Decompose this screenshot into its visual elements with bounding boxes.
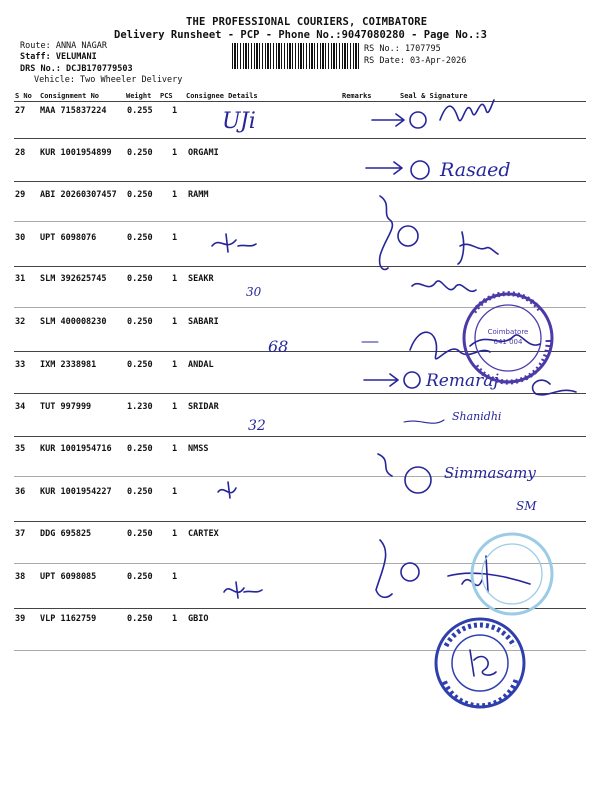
- col-consignment: Consignment No: [40, 92, 100, 100]
- row-consignment: UPT 6098076: [40, 233, 97, 243]
- row-consignment: UPT 6098085: [40, 572, 97, 582]
- row-pcs: 1: [172, 360, 178, 370]
- row-consignment: KUR 1001954899: [40, 148, 112, 158]
- row-pcs: 1: [172, 274, 178, 284]
- row-weight: 0.250: [127, 487, 153, 497]
- row-weight: 0.250: [127, 190, 153, 200]
- handwriting-row27: [222, 100, 494, 134]
- row-sno: 30: [15, 233, 26, 243]
- row-weight: 0.250: [127, 360, 153, 370]
- row-weight: 0.250: [127, 274, 153, 284]
- row-consignee: GBIO: [188, 614, 209, 624]
- row-sno: 29: [15, 190, 26, 200]
- row-weight: 0.250: [127, 529, 153, 539]
- row-sno: 27: [15, 106, 26, 116]
- row-consignee: SEAKR: [188, 274, 214, 284]
- row-sno: 33: [15, 360, 26, 370]
- handwritten-note: 30: [246, 285, 262, 299]
- row-weight: 0.250: [127, 148, 153, 158]
- handwriting-row31: [246, 281, 476, 299]
- row-weight: 1.230: [127, 402, 153, 412]
- row-pcs: 1: [172, 487, 178, 497]
- row-weight: 0.250: [127, 317, 153, 327]
- col-seal: Seal & Signature: [400, 92, 468, 100]
- company-seal-stamp: [464, 294, 552, 382]
- row-consignment: KUR 1001954227: [40, 487, 112, 497]
- handwritten-note: 32: [248, 418, 266, 434]
- row-sno: 31: [15, 274, 26, 284]
- row-consignment: VLP 1162759: [40, 614, 97, 624]
- row-consignee: SABARI: [188, 317, 219, 327]
- rs-date: RS Date: 03-Apr-2026: [364, 56, 467, 66]
- row-sno: 35: [15, 444, 26, 454]
- row-pcs: 1: [172, 402, 178, 412]
- row-weight: 0.250: [127, 233, 153, 243]
- row-consignee: ORGAMI: [188, 148, 219, 158]
- col-consignee: Consignee Details: [186, 92, 258, 100]
- row-pcs: 1: [172, 148, 178, 158]
- row-consignment: ABI 20260307457: [40, 190, 117, 200]
- row-sno: 28: [15, 148, 26, 158]
- svg-text:Coimbatore: Coimbatore: [487, 328, 529, 336]
- row-consignment: SLM 392625745: [40, 274, 107, 284]
- col-remarks: Remarks: [342, 92, 372, 100]
- handwritten-note: Shanidhi: [452, 410, 502, 423]
- handwriting-row34: [248, 410, 501, 434]
- row-consignment: IXM 2338981: [40, 360, 97, 370]
- svg-text:641 004: 641 004: [493, 338, 523, 346]
- handwriting-row37-38: [224, 540, 530, 598]
- handwritten-note: Remaraj: [426, 371, 499, 391]
- col-sno: S No: [15, 92, 32, 100]
- row-consignee: SRIDAR: [188, 402, 219, 412]
- rs-number: RS No.: 1707795: [364, 44, 441, 54]
- handwriting-row33: [364, 371, 576, 395]
- staff-label: Staff: VELUMANI: [20, 52, 97, 62]
- company-title: THE PROFESSIONAL COURIERS, COIMBATORE: [186, 16, 428, 28]
- runsheet-title: Delivery Runsheet - PCP - Phone No.:9047080280 - Page No.:3: [114, 29, 487, 41]
- row-sno: 38: [15, 572, 26, 582]
- handwritten-note: UJi: [222, 109, 256, 134]
- handwriting-row28: [366, 159, 511, 181]
- handwriting-row35-36: [218, 454, 537, 513]
- row-consignment: MAA 715837224: [40, 106, 107, 116]
- handwritten-note: SM: [516, 499, 537, 513]
- col-pcs: PCS: [160, 92, 173, 100]
- route-label: Route: ANNA NAGAR: [20, 41, 107, 51]
- row-pcs: 1: [172, 444, 178, 454]
- handwriting-row29-30: [212, 196, 498, 270]
- row-consignment: DDG 695825: [40, 529, 92, 539]
- row-pcs: 1: [172, 614, 178, 624]
- row-weight: 0.255: [127, 106, 153, 116]
- row-consignee: NMSS: [188, 444, 209, 454]
- handwriting-row32: [268, 332, 490, 359]
- row-weight: 0.250: [127, 444, 153, 454]
- row-consignment: SLM 400008230: [40, 317, 107, 327]
- row-sno: 36: [15, 487, 26, 497]
- drs-label: DRS No.: DCJB170779503: [20, 64, 133, 74]
- gbio-lab-stamp: [436, 619, 524, 707]
- row-consignee: ANDAL: [188, 360, 214, 370]
- vehicle-label: Vehicle: Two Wheeler Delivery: [34, 75, 183, 85]
- row-sno: 39: [15, 614, 26, 624]
- row-sno: 37: [15, 529, 26, 539]
- row-pcs: 1: [172, 317, 178, 327]
- row-pcs: 1: [172, 106, 178, 116]
- row-pcs: 1: [172, 572, 178, 582]
- row-pcs: 1: [172, 529, 178, 539]
- handwritten-note: Simmasamy: [444, 464, 536, 482]
- row-pcs: 1: [172, 233, 178, 243]
- row-weight: 0.250: [127, 572, 153, 582]
- row-sno: 32: [15, 317, 26, 327]
- row-pcs: 1: [172, 190, 178, 200]
- row-consignee: RAMM: [188, 190, 209, 200]
- row-consignment: TUT 997999: [40, 402, 92, 412]
- handwritten-note: 68: [268, 337, 289, 356]
- handwritten-note: Rasaed: [440, 159, 511, 181]
- row-consignee: CARTEX: [188, 529, 219, 539]
- row-weight: 0.250: [127, 614, 153, 624]
- row-consignment: KUR 1001954716: [40, 444, 112, 454]
- col-weight: Weight: [126, 92, 152, 100]
- row-sno: 34: [15, 402, 26, 412]
